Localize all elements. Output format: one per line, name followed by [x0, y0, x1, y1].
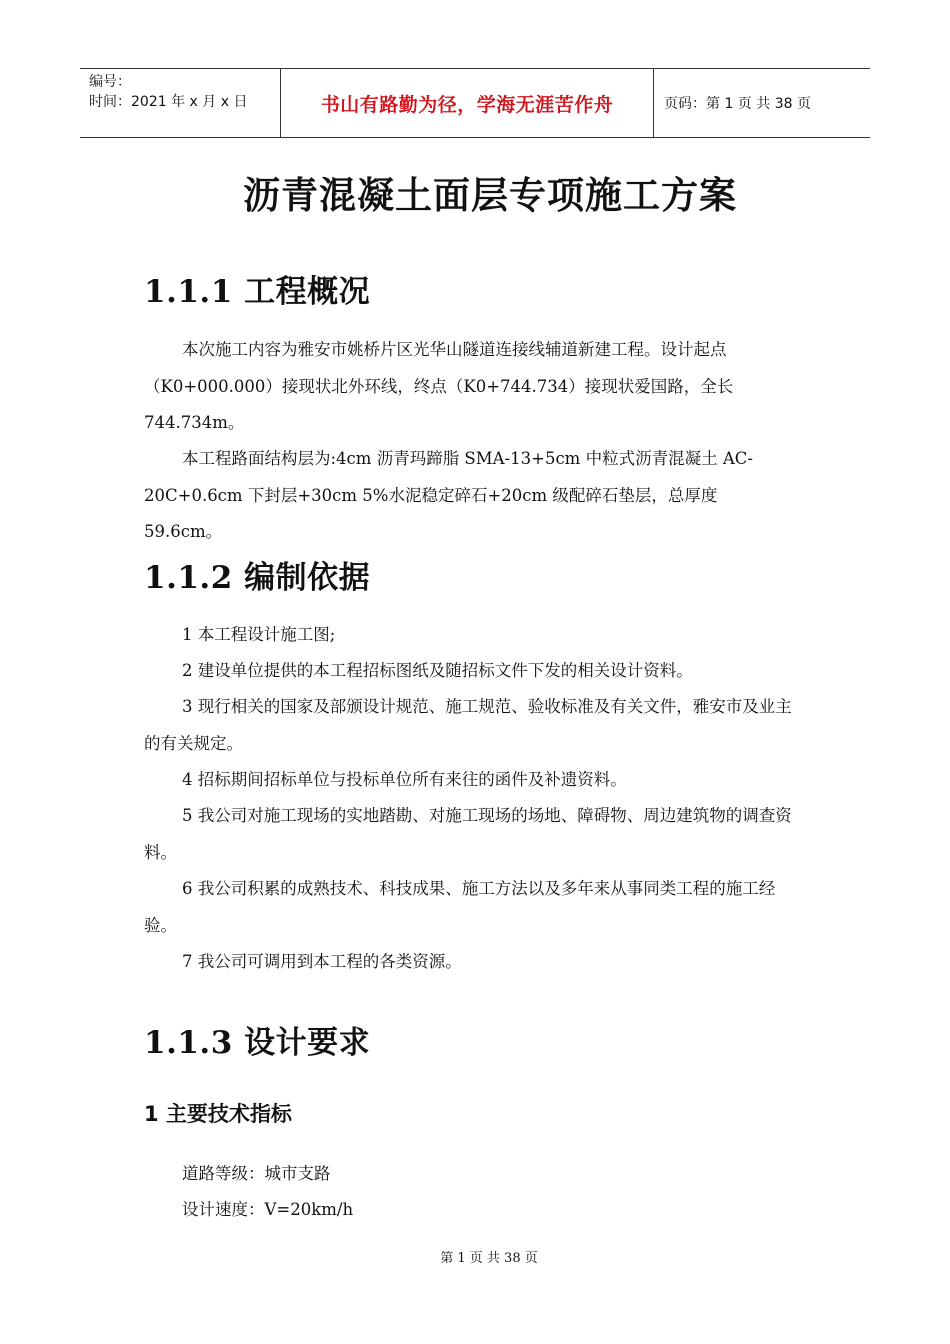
list-item: 7 我公司可调用到本工程的各类资源。 — [182, 952, 462, 971]
section-heading-3: 1.1.3 设计要求 — [144, 1025, 371, 1061]
section-heading-1: 1.1.1 工程概况 — [144, 274, 371, 310]
header-motto: 书山有路勤为径，学海无涯苦作舟 — [281, 69, 654, 137]
section-heading-2: 1.1.2 编制依据 — [144, 560, 371, 596]
number-label: 编号： — [89, 74, 131, 90]
paragraph-overview-2: 本工程路面结构层为:4cm 沥青玛蹄脂 SMA-13+5cm 中粒式沥青混凝土 AC-20C+0.6cm 下封层+30cm 5%水泥稳定碎石+20cm 级配碎石垫层，总厚度 59.6cm。 — [144, 449, 753, 541]
page-footer: 第 1 页 共 38 页 — [440, 1251, 538, 1266]
time-label: 时间：2021 年 x 月 x 日 — [89, 94, 248, 110]
list-item: 6 我公司积累的成熟技术、科技成果、施工方法以及多年来从事同类工程的施工经验。 — [144, 879, 776, 935]
list-item: 3 现行相关的国家及部颁设计规范、施工规范、验收标准及有关文件，雅安市及业主的有关规定。 — [144, 697, 792, 753]
header-page-info: 页码：第 1 页 共 38 页 — [664, 96, 811, 112]
list-item: 4 招标期间招标单位与投标单位所有来往的函件及补遗资料。 — [182, 770, 627, 789]
document-title: 沥青混凝土面层专项施工方案 — [243, 173, 737, 217]
road-grade-text: 道路等级：城市支路 — [182, 1164, 331, 1183]
sub-heading: 1 主要技术指标 — [144, 1102, 292, 1126]
design-speed-text: 设计速度：V=20km/h — [182, 1200, 354, 1219]
header-meta — [80, 69, 281, 137]
page-header — [80, 68, 870, 138]
paragraph-overview-1: 本次施工内容为雅安市姚桥片区光华山隧道连接线辅道新建工程。设计起点（K0+000.000）接现状北外环线，终点（K0+744.734）接现状爱国路，全长744.734m。 — [144, 340, 734, 432]
list-item: 5 我公司对施工现场的实地踏勘、对施工现场的场地、障碍物、周边建筑物的调查资料。 — [144, 806, 792, 862]
list-item: 2 建设单位提供的本工程招标图纸及随招标文件下发的相关设计资料。 — [182, 661, 693, 680]
list-item: 1 本工程设计施工图; — [182, 625, 336, 644]
